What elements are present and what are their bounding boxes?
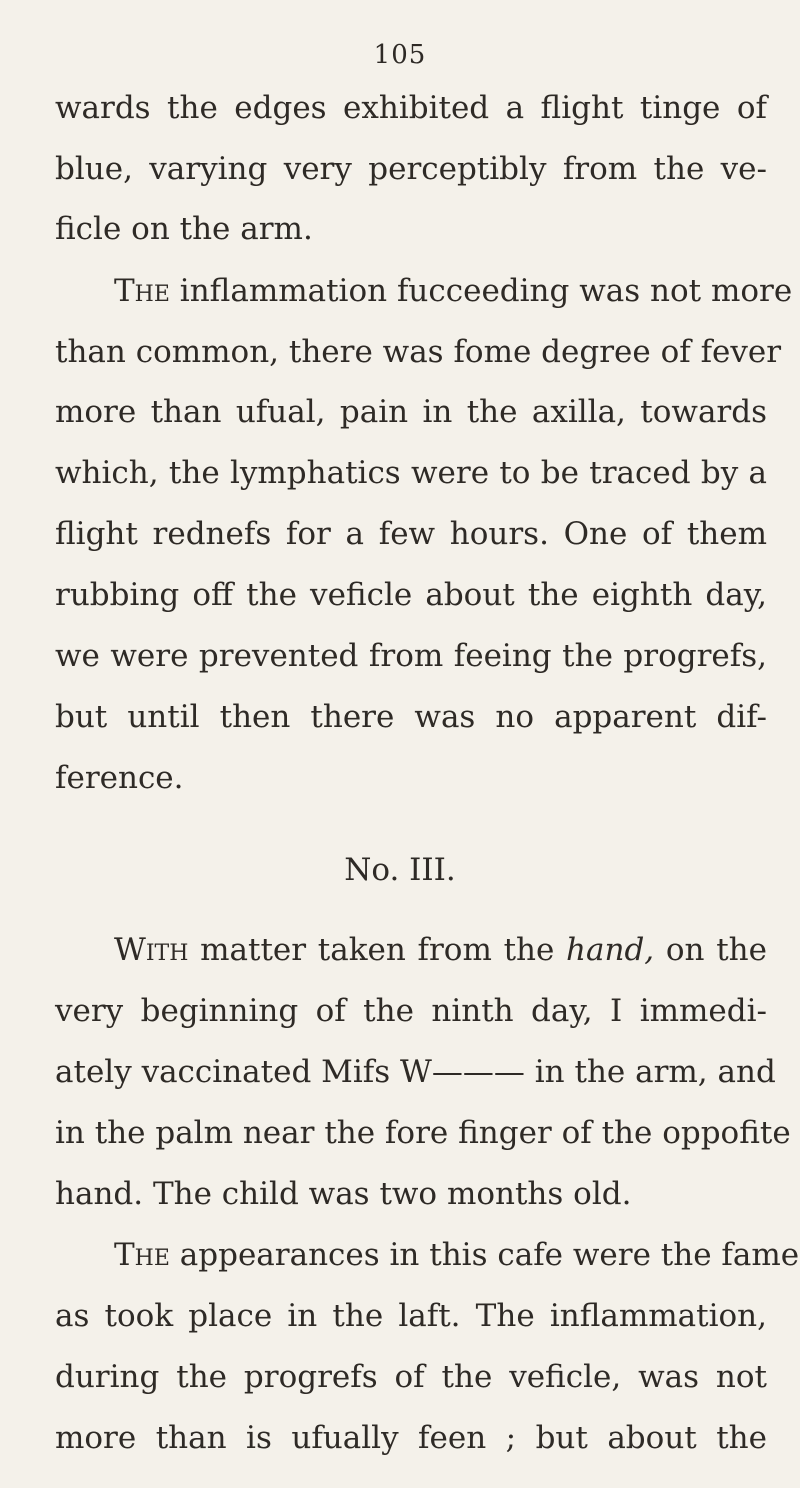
text-line: blue, varying very perceptibly from the ve- bbox=[55, 151, 767, 187]
text-fragment: on the bbox=[665, 932, 767, 968]
text-line: more than ufual, pain in the axilla, towards bbox=[55, 394, 767, 430]
text-line: very beginning of the ninth day, I immedi- bbox=[55, 993, 767, 1029]
text-line: as took place in the laft. The inflammation, bbox=[55, 1298, 767, 1334]
text-line: ference. bbox=[55, 760, 184, 796]
text-line: wards the edges exhibited a flight tinge of bbox=[55, 90, 767, 126]
paragraph-3-first-word: With bbox=[114, 932, 189, 968]
text-line: rubbing off the veficle about the eighth day, bbox=[55, 577, 767, 613]
section-heading: No. III. bbox=[344, 852, 456, 888]
text-fragment: appearances in this cafe were the fame bbox=[179, 1237, 800, 1273]
italic-word: hand, bbox=[566, 932, 655, 968]
text-fragment: matter taken from the bbox=[200, 932, 555, 968]
text-line: hand. The child was two months old. bbox=[55, 1176, 632, 1212]
text-fragment: inflammation fucceeding was not more bbox=[179, 273, 793, 309]
text-line: we were prevented from feeing the progrefs, bbox=[55, 638, 767, 674]
text-line: than common, there was fome degree of fever bbox=[55, 334, 782, 370]
text-line: in the palm near the fore finger of the oppofite bbox=[55, 1115, 791, 1151]
text-line: during the progrefs of the veficle, was not bbox=[55, 1359, 767, 1395]
text-line: ately vaccinated Mifs W——— in the arm, and bbox=[55, 1054, 776, 1090]
paragraph-4-first-word: The bbox=[114, 1237, 170, 1273]
text-line: but until then there was no apparent dif- bbox=[55, 699, 767, 735]
text-line: ficle on the arm. bbox=[55, 211, 313, 247]
text-line: which, the lymphatics were to be traced by a bbox=[55, 455, 767, 491]
page-number: 105 bbox=[373, 40, 427, 70]
text-line: flight rednefs for a few hours. One of them bbox=[55, 516, 767, 552]
text-line: more than is ufually feen ; but about the bbox=[55, 1420, 767, 1456]
paragraph-3-first-line bbox=[114, 932, 767, 968]
paragraph-2-first-word: The bbox=[114, 273, 170, 309]
paragraph-2-first-line bbox=[114, 273, 793, 309]
paragraph-4-first-line bbox=[114, 1237, 800, 1273]
